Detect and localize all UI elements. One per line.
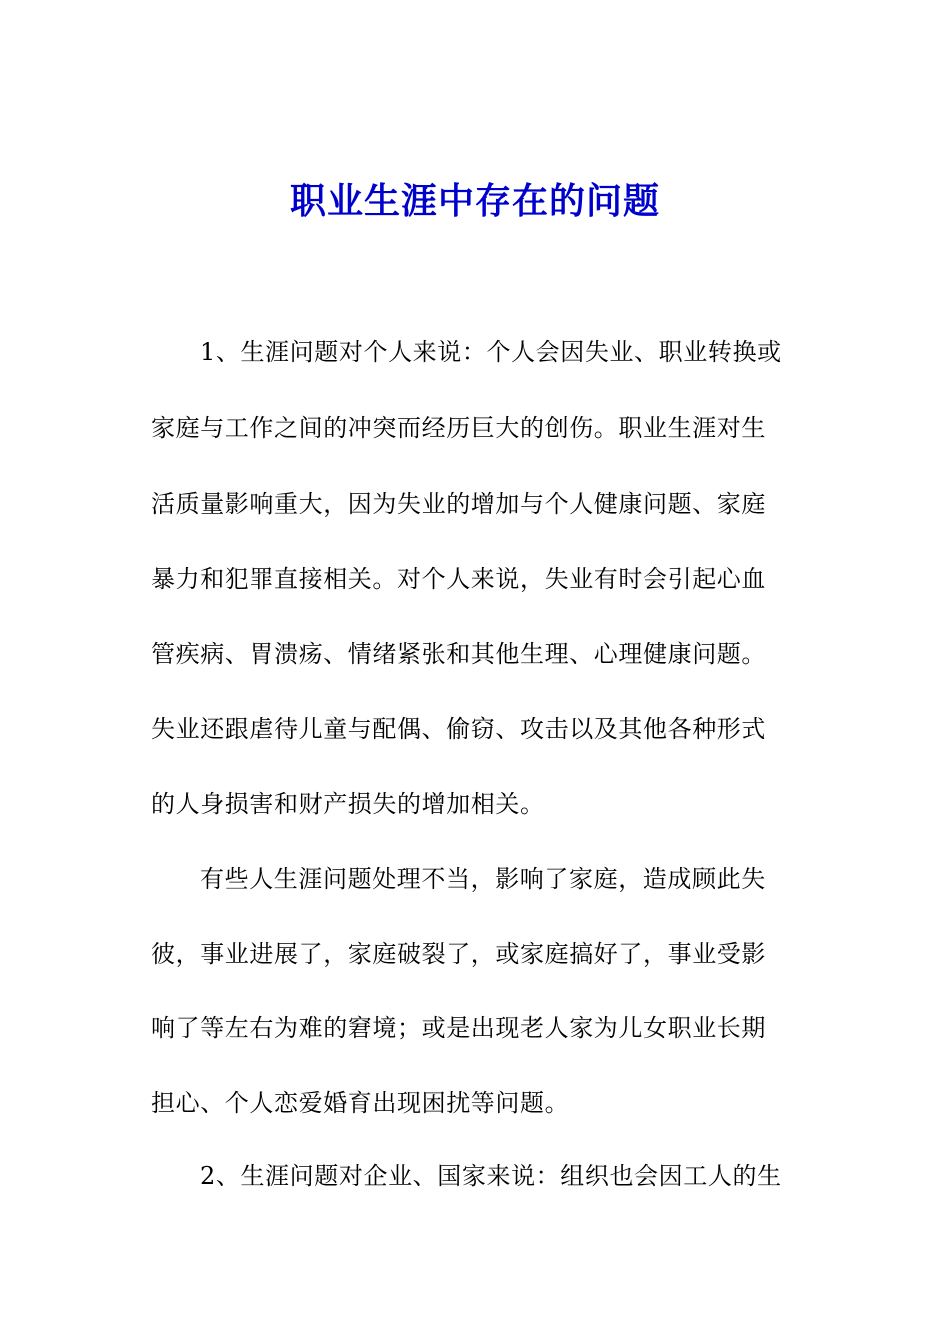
- paragraph-1-line-6: 失业还跟虐待儿童与配偶、偷窃、攻击以及其他各种形式: [151, 715, 766, 743]
- paragraph-2-line-4: 担心、个人恋爱婚育出现困扰等问题。: [151, 1089, 570, 1117]
- paragraph-2-line-3: 响了等左右为难的窘境；或是出现老人家为儿女职业长期: [151, 1014, 766, 1042]
- paragraph-1-line-5: 管疾病、胃溃疡、情绪紧张和其他生理、心理健康问题。: [151, 640, 766, 668]
- document-title: 职业生涯中存在的问题: [289, 181, 660, 222]
- paragraph-1-line-1: 1、生涯问题对个人来说：个人会因失业、职业转换或: [200, 338, 782, 366]
- paragraph-1-line-2: 家庭与工作之间的冲突而经历巨大的创伤。职业生涯对生: [151, 414, 766, 442]
- paragraph-1-line-4: 暴力和犯罪直接相关。对个人来说，失业有时会引起心血: [151, 565, 766, 593]
- paragraph-1-line-7: 的人身损害和财产损失的增加相关。: [151, 790, 545, 818]
- paragraph-2-line-2: 彼，事业进展了，家庭破裂了，或家庭搞好了，事业受影: [151, 940, 766, 968]
- paragraph-3-line-1: 2、生涯问题对企业、国家来说：组织也会因工人的生: [200, 1162, 782, 1190]
- paragraph-1-line-3: 活质量影响重大，因为失业的增加与个人健康问题、家庭: [151, 490, 766, 518]
- paragraph-2-line-1: 有些人生涯问题处理不当，影响了家庭，造成顾此失: [200, 865, 766, 893]
